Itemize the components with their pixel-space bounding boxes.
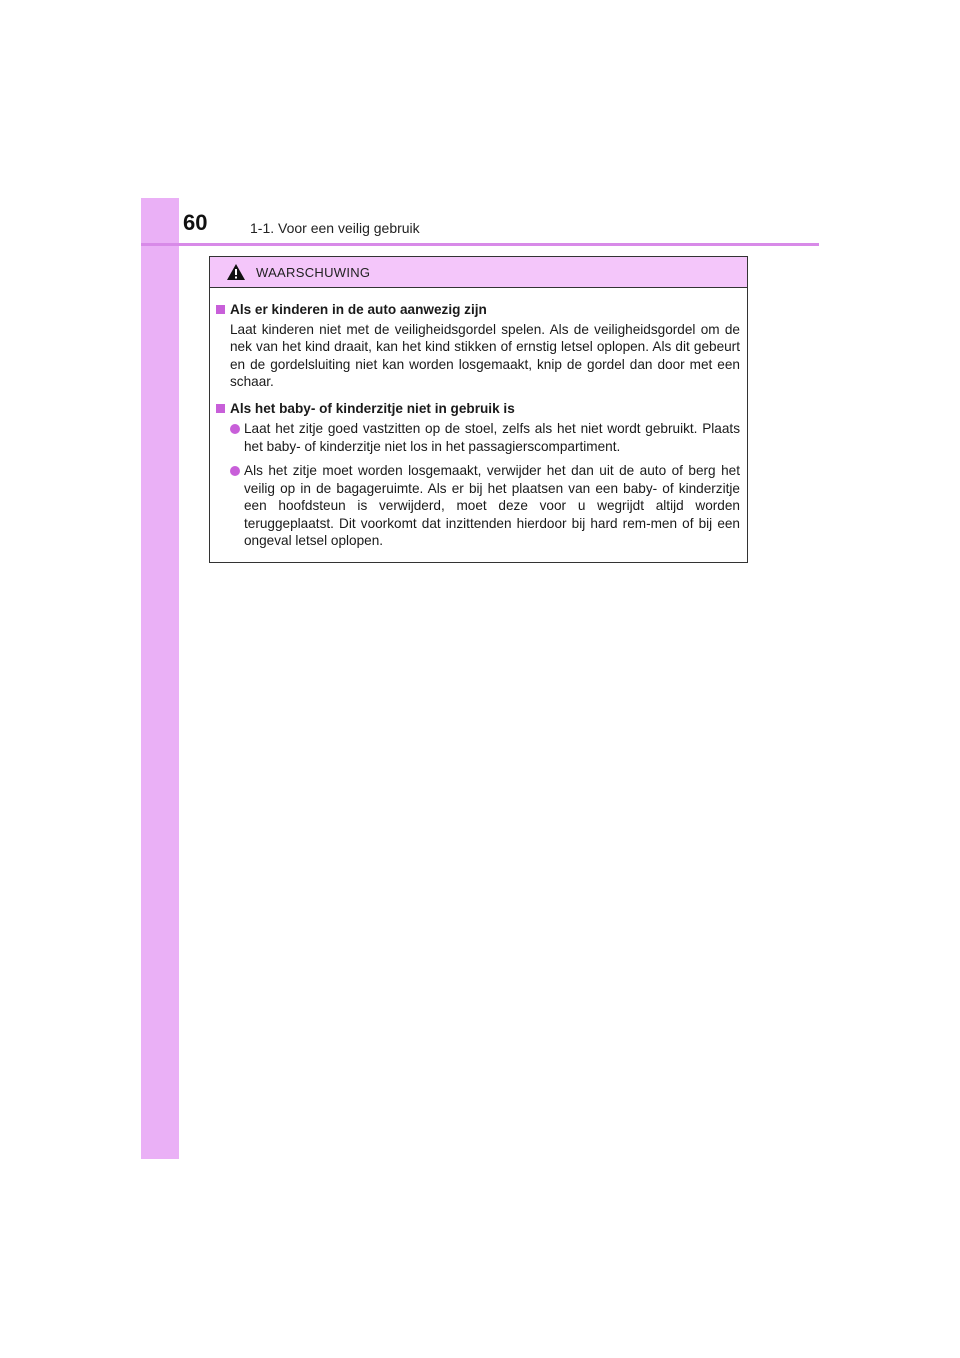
topic-paragraph: Laat kinderen niet met de veiligheidsgordel spelen. Als de veiligheidsgordel om de nek van het kind draait, kan het kind stikken of ernstig letsel oplopen. Als dit gebeurt en de gordelsluiting niet kan worden losgemaakt, knip de gordel dan door met een schaar. bbox=[230, 321, 740, 389]
round-bullet-icon bbox=[230, 424, 240, 434]
warning-title: WAARSCHUWING bbox=[256, 264, 371, 280]
warning-triangle-icon bbox=[226, 263, 246, 281]
topic-heading-text: Als het baby- of kinderzitje niet in gebruik is bbox=[230, 400, 515, 416]
square-bullet-icon bbox=[216, 404, 225, 413]
topic-heading bbox=[216, 301, 740, 319]
header-divider bbox=[141, 243, 819, 246]
page-number: 60 bbox=[183, 210, 208, 235]
square-bullet-icon bbox=[216, 305, 225, 314]
chapter-side-tab bbox=[141, 198, 179, 1159]
warning-body bbox=[210, 288, 747, 550]
topic-heading-text: Als er kinderen in de auto aanwezig zijn bbox=[230, 302, 487, 317]
list-item-text: Als het zitje moet worden losgemaakt, verwijder het dan uit de auto of berg het veilig op in de bagageruimte. Als er bij het plaatsen van een baby- of kinderzitje een hoofdsteun is verwijderd, moet deze voor u wegrijdt altijd worden teruggeplaatst. Dit voorkomt dat inzittenden hierdoor bij hard rem-men of bij een ongeval letsel oplopen. bbox=[244, 463, 740, 548]
list-item bbox=[230, 420, 740, 455]
list-item bbox=[230, 462, 740, 550]
list-item-text: Laat het zitje goed vastzitten op de stoel, zelfs als het niet wordt gebruikt. Plaats het baby- of kinderzitje niet los in het passagierscompartiment. bbox=[244, 421, 740, 454]
round-bullet-icon bbox=[230, 466, 240, 476]
warning-box bbox=[209, 256, 748, 563]
section-title: 1-1. Voor een veilig gebruik bbox=[250, 220, 420, 236]
warning-header bbox=[210, 257, 747, 288]
topic-heading bbox=[216, 400, 740, 418]
